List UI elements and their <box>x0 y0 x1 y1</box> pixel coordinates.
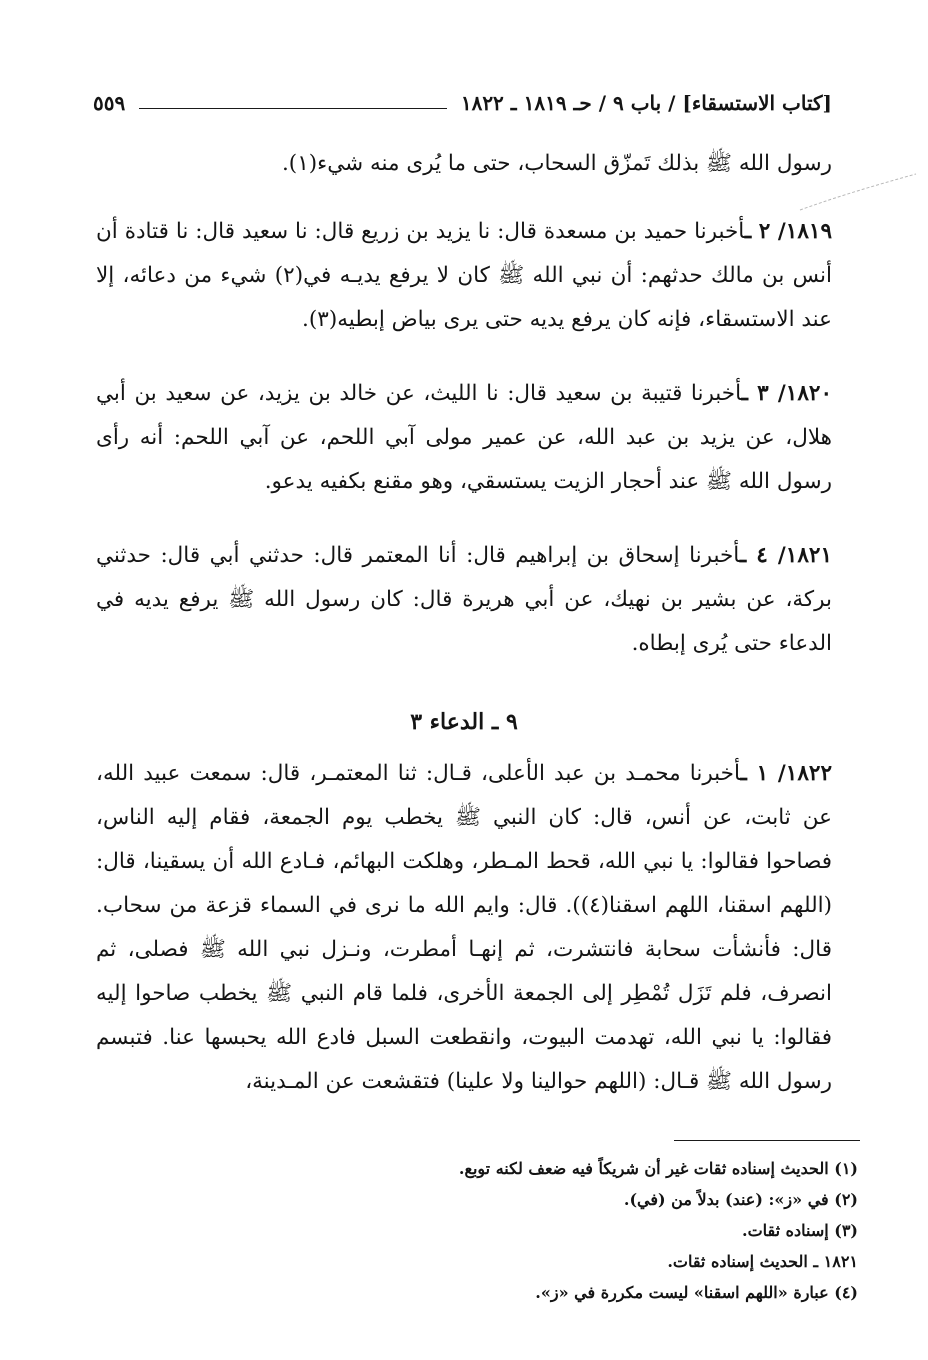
footnote-separator <box>674 1140 860 1141</box>
footnote-item: (٣) إسناده ثقات. <box>742 1221 858 1240</box>
page-number: ٥٥٩ <box>93 91 126 115</box>
hadith-1821 <box>96 534 832 666</box>
hadith-number: ١٨١٩/ ٢ ـ <box>744 219 832 244</box>
footnote-item: (٤) عبارة «اللهم اسقنا» ليست مكررة في «ز». <box>535 1283 858 1302</box>
hadith-1820 <box>96 372 832 504</box>
hadith-number: ١٨٢٠/ ٣ ـ <box>741 381 832 406</box>
hadith-number: ١٨٢١/ ٤ ـ <box>739 543 832 568</box>
hadith-text: أخبرنا إسحاق بن إبراهيم قال: أنا المعتمر قال: حدثني أبي قال: حدثني بركة، عن بشير بن نهيك، عن أبي هريرة قال: كان رسول الله ﷺ يرفع يديه في الدعاء حتى يُرى إبطاه. <box>96 543 832 656</box>
running-header <box>93 86 832 120</box>
pencil-mark <box>798 170 918 214</box>
hadith-1819 <box>96 210 832 342</box>
footnote-item: (٢) في «ز»: (عند) بدلاً من (في). <box>623 1190 858 1209</box>
footnote-item: ١٨٢١ ـ الحديث إسناده ثقات. <box>667 1252 858 1271</box>
footnote-item: (١) الحديث إسناده ثقات غير أن شريكاً فيه ضعف لكنه توبع. <box>458 1159 858 1178</box>
continuation-text <box>96 142 832 186</box>
hadith-text: أخبرنا حميد بن مسعدة قال: نا يزيد بن زريع قال: نا سعيد قال: نا قتادة أن أنس بن مالك حدثهم: أن نبي الله ﷺ كان لا يرفع يديـه في(٢) شيء من دعائه، إلا عند الاستسقاء، فإنه كان يرفع يديه حتى يرى بياض إبطيه(٣). <box>96 219 833 332</box>
chapter-heading: ٩ ـ الدعاء ٣ <box>410 709 518 735</box>
header-title: [كتاب الاستسقاء] / باب ٩ / حـ ١٨١٩ ـ ١٨٢٢ <box>460 91 832 115</box>
hadith-number: ١٨٢٢/ ١ ـ <box>740 761 832 786</box>
header-rule <box>139 108 447 109</box>
hadith-1822 <box>96 752 832 1104</box>
hadith-text: أخبرنا قتيبة بن سعيد قال: نا الليث، عن خالد بن يزيد، عن سعيد بن أبي هلال، عن يزيد بن عبد الله، عن عمير مولى آبي اللحم، عن آبي اللحم: أنه رأى رسول الله ﷺ عند أحجار الزيت يستسقي، وهو مقنع بكفيه يدعو. <box>96 381 832 494</box>
hadith-text: أخبرنا محمـد بن عبد الأعلى، قـال: ثنا المعتمـر، قال: سمعت عبيد الله، عن ثابت، عن أنس، قال: كان النبي ﷺ يخطب يوم الجمعة، فقام إليه الناس، فصاحوا فقالوا: يا نبي الله، قحط المـطر، وهلكت البهائم، فـادع الله أن يسقينا، قال: (اللهم اسقنا، اللهم اسقنا(٤)). قال: وايم الله ما نرى في السماء قزعة من سحاب. قال: فأنشأت سحابة فانتشرت، ثم إنهـا أمطرت، ونـزل نبي الله ﷺ فصلى، ثم انصرف، فلم تَزَل تُمْطِر إلى الجمعة الأخرى، فلما قام النبي ﷺ يخطب صاحوا إليه فقالوا: يا نبي الله، تهدمت البيوت، وانقطعت السبل فادع الله يحبسها عنا. فتبسم رسول الله ﷺ قـال: (اللهم حوالينا ولا علينا) فتقشعت عن المـدينة، <box>96 761 832 1094</box>
footnotes <box>96 1153 858 1308</box>
continuation-body: رسول الله ﷺ بذلك تَمزّق السحاب، حتى ما يُرى منه شيء(١). <box>281 151 832 176</box>
